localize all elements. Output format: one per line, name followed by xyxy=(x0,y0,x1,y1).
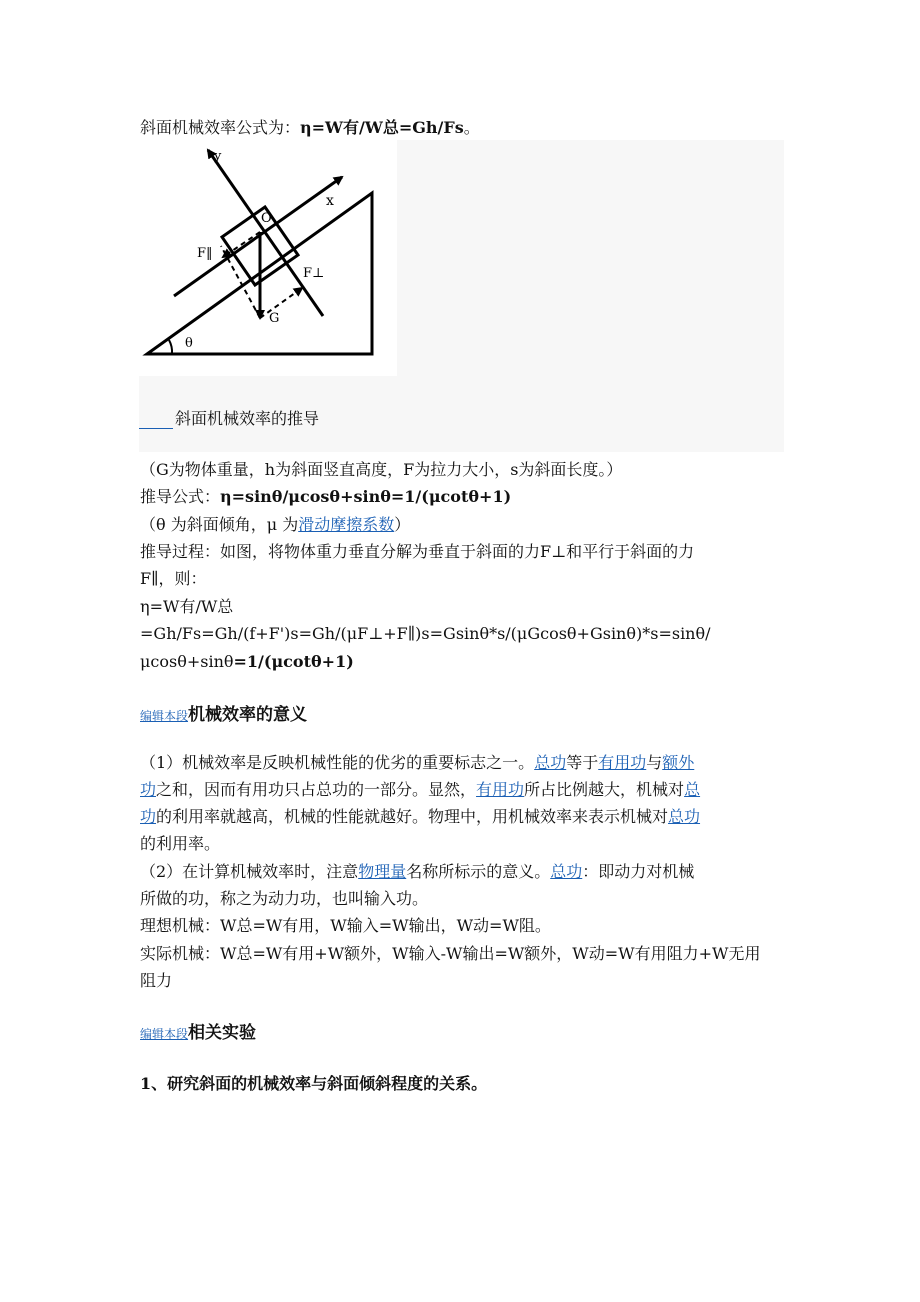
formula-suffix: 。 xyxy=(463,118,480,137)
formula-line xyxy=(140,117,480,139)
experiment-item-1: 1、研究斜面的机械效率与斜面倾斜程度的关系。 xyxy=(140,1074,488,1093)
meaning-p2-line-1 xyxy=(140,861,694,883)
edit-section-link[interactable]: 编辑本段 xyxy=(140,1027,189,1041)
caption-blank-link[interactable] xyxy=(139,410,173,429)
equation-line-1: η=W有/W总 xyxy=(140,597,234,616)
text-span: 等于 xyxy=(566,753,599,772)
link-extra-work-cont[interactable]: 功 xyxy=(140,780,157,799)
label-o: O xyxy=(261,211,272,226)
ideal-machine-line: 理想机械：W总=W有用，W输入=W输出，W动=W阻。 xyxy=(140,916,551,935)
vars-note: （G为物体重量，h为斜面竖直高度，F为拉力大小，s为斜面长度。） xyxy=(140,460,623,479)
derived-prefix: 推导公式： xyxy=(140,487,221,506)
meaning-p2-line-2: 所做的功，称之为动力功，也叫输入功。 xyxy=(140,889,429,908)
text-span: （1）机械效率是反映机械性能的优劣的重要标志之一。 xyxy=(140,753,535,772)
equation-line-2: =Gh/Fs=Gh/(f+F')s=Gh/(μF⊥+F∥)s=Gsinθ*s/(μGcosθ+Gsinθ)*s=sinθ/ xyxy=(140,624,711,643)
theta-note xyxy=(140,514,410,536)
figure-caption xyxy=(139,406,319,429)
actual-machine-line-2: 阻力 xyxy=(140,971,173,990)
figure-caption-text: 斜面机械效率的推导 xyxy=(175,409,320,428)
inclined-plane-diagram xyxy=(139,140,399,380)
link-physical-quantity[interactable]: 物理量 xyxy=(358,862,407,881)
text-span: 之和，因而有用功只占总功的一部分。显然， xyxy=(156,780,477,799)
theta-note-close: ） xyxy=(394,515,411,534)
link-friction-coefficient[interactable]: 滑动摩擦系数 xyxy=(298,515,395,534)
label-x: x xyxy=(326,193,334,209)
section-experiment-heading xyxy=(140,1022,256,1045)
link-useful-work[interactable]: 有用功 xyxy=(598,753,647,772)
derived-formula: η=sinθ/μcosθ+sinθ=1/(μcotθ+1) xyxy=(220,487,512,506)
link-total-work[interactable]: 总 xyxy=(684,780,701,799)
meaning-p1-line-4: 的利用率。 xyxy=(140,834,221,853)
meaning-p1-line-3 xyxy=(140,806,700,828)
link-total-work[interactable]: 总功 xyxy=(668,807,701,826)
meaning-p1-line-1 xyxy=(140,752,694,774)
derived-formula-line xyxy=(140,486,511,508)
link-total-work[interactable]: 总功 xyxy=(550,862,583,881)
text-span: 所占比例越大，机械对 xyxy=(524,780,685,799)
link-total-work-cont[interactable]: 功 xyxy=(140,807,157,826)
diagram-background xyxy=(139,140,397,376)
process-line-2: F∥，则： xyxy=(140,569,207,588)
link-total-work[interactable]: 总功 xyxy=(534,753,567,772)
label-f-parallel: F‖ xyxy=(197,246,213,261)
label-theta: θ xyxy=(185,336,193,351)
text-span: 与 xyxy=(646,753,663,772)
link-useful-work[interactable]: 有用功 xyxy=(476,780,525,799)
efficiency-formula: η=W有/W总=Gh/Fs xyxy=(300,118,464,137)
equation-line-3-a: μcosθ+sinθ xyxy=(140,652,234,671)
section-meaning-heading xyxy=(140,704,307,727)
label-y: y xyxy=(214,149,222,164)
formula-prefix: 斜面机械效率公式为： xyxy=(140,118,301,137)
text-span: 的利用率就越高，机械的性能就越好。物理中，用机械效率来表示机械对 xyxy=(156,807,669,826)
text-span: ：即动力对机械 xyxy=(582,862,695,881)
equation-line-3 xyxy=(140,651,354,673)
actual-machine-line-1: 实际机械：W总=W有用+W额外，W输入-W输出=W额外，W动=W有用阻力+W无用 xyxy=(140,944,761,963)
section-title: 相关实验 xyxy=(188,1023,257,1043)
equation-line-3-b: =1/(μcotθ+1) xyxy=(233,652,354,671)
edit-section-link[interactable]: 编辑本段 xyxy=(140,709,189,723)
meaning-p1-line-2 xyxy=(140,779,700,801)
text-span: 名称所标示的意义。 xyxy=(406,862,551,881)
label-f-perp: F⊥ xyxy=(303,266,325,281)
text-span: （2）在计算机械效率时，注意 xyxy=(140,862,359,881)
theta-note-text: （θ 为斜面倾角，μ 为 xyxy=(140,515,299,534)
section-title: 机械效率的意义 xyxy=(188,705,308,725)
link-extra-work[interactable]: 额外 xyxy=(662,753,695,772)
process-line-1: 推导过程：如图，将物体重力垂直分解为垂直于斜面的力F⊥和平行于斜面的力 xyxy=(140,542,695,561)
figure-panel xyxy=(139,140,784,452)
label-g: G xyxy=(269,311,280,326)
